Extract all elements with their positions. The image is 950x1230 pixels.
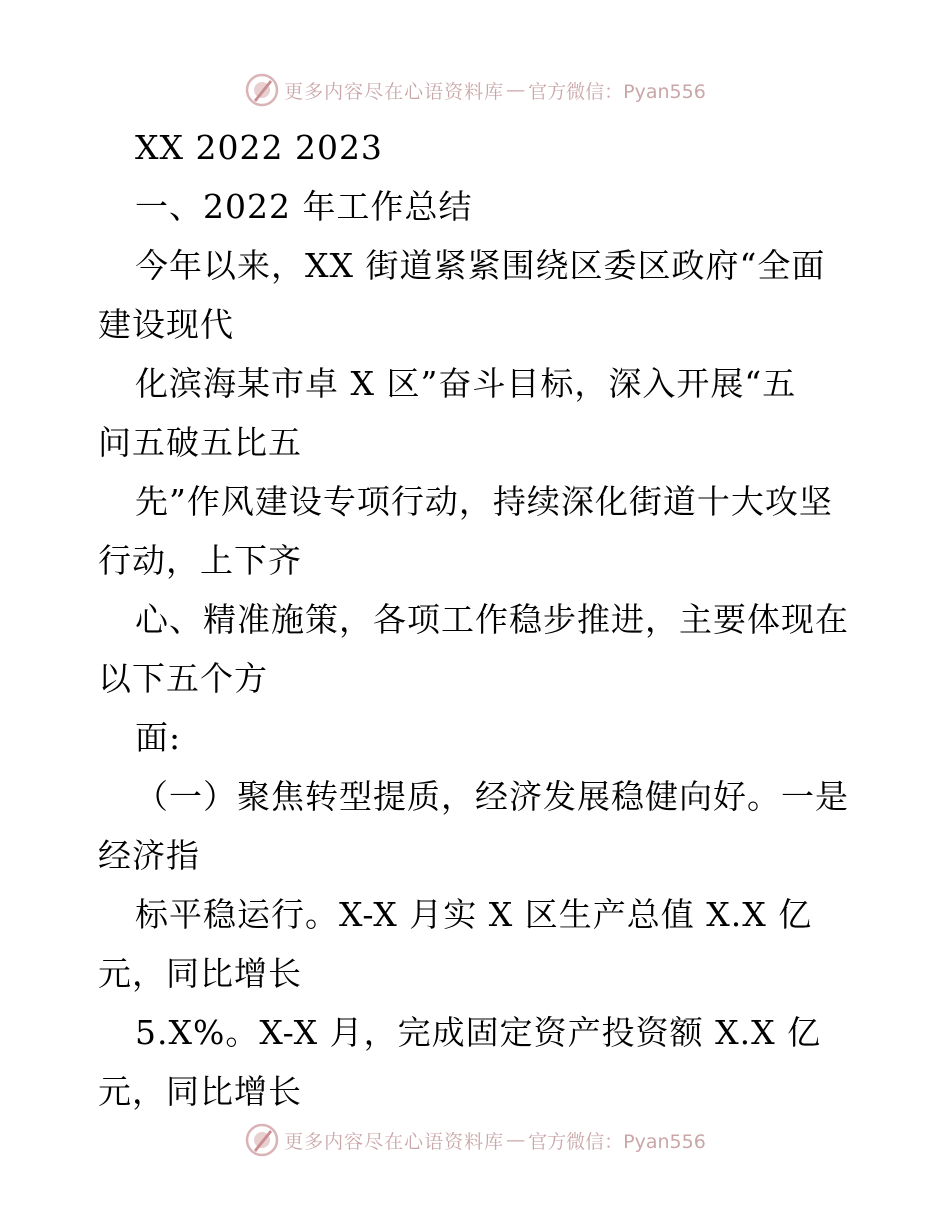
- doc-line: 今年以来，XX 街道紧紧围绕区委区政府“全面: [135, 246, 826, 285]
- doc-line: XX 2022 2023: [135, 128, 383, 167]
- watermark-brand: 更多内容尽在心语资料库: [284, 80, 505, 103]
- doc-line: 5.X%。X-X 月，完成固定资产投资额 X.X 亿: [135, 1013, 822, 1052]
- footer-watermark: [0, 1120, 950, 1160]
- doc-line: （一）聚焦转型提质，经济发展稳健向好。一是: [135, 777, 849, 816]
- doc-line: 行动，上下齐: [98, 541, 302, 580]
- doc-line: 元，同比增长: [98, 1072, 302, 1111]
- doc-line: 面:: [135, 718, 182, 757]
- doc-line: 标平稳运行。X-X 月实 X 区生产总值 X.X 亿: [135, 895, 813, 934]
- doc-line: 心、精准施策，各项工作稳步推进，主要体现在: [135, 600, 849, 639]
- document-body: [98, 118, 858, 1121]
- doc-line: 问五破五比五: [98, 423, 302, 462]
- header-watermark: [0, 70, 950, 110]
- doc-line: 元，同比增长: [98, 954, 302, 993]
- quill-logo-icon: [244, 72, 280, 108]
- doc-line: 先”作风建设专项行动，持续深化街道十大攻坚: [135, 482, 833, 521]
- watermark-separator: —: [506, 79, 527, 101]
- watermark-brand: 更多内容尽在心语资料库: [284, 1130, 505, 1153]
- quill-logo-icon: [244, 1122, 280, 1158]
- doc-line: 建设现代: [98, 305, 234, 344]
- watermark-separator: —: [506, 1129, 527, 1151]
- watermark-contact: 官方微信：Pyan556: [528, 80, 706, 103]
- doc-line: 以下五个方: [98, 659, 268, 698]
- watermark-contact: 官方微信：Pyan556: [528, 1130, 706, 1153]
- doc-line: 经济指: [98, 836, 200, 875]
- doc-line: 化滨海某市卓 X 区”奋斗目标，深入开展“五: [135, 364, 797, 403]
- doc-line: 一、2022 年工作总结: [135, 187, 473, 226]
